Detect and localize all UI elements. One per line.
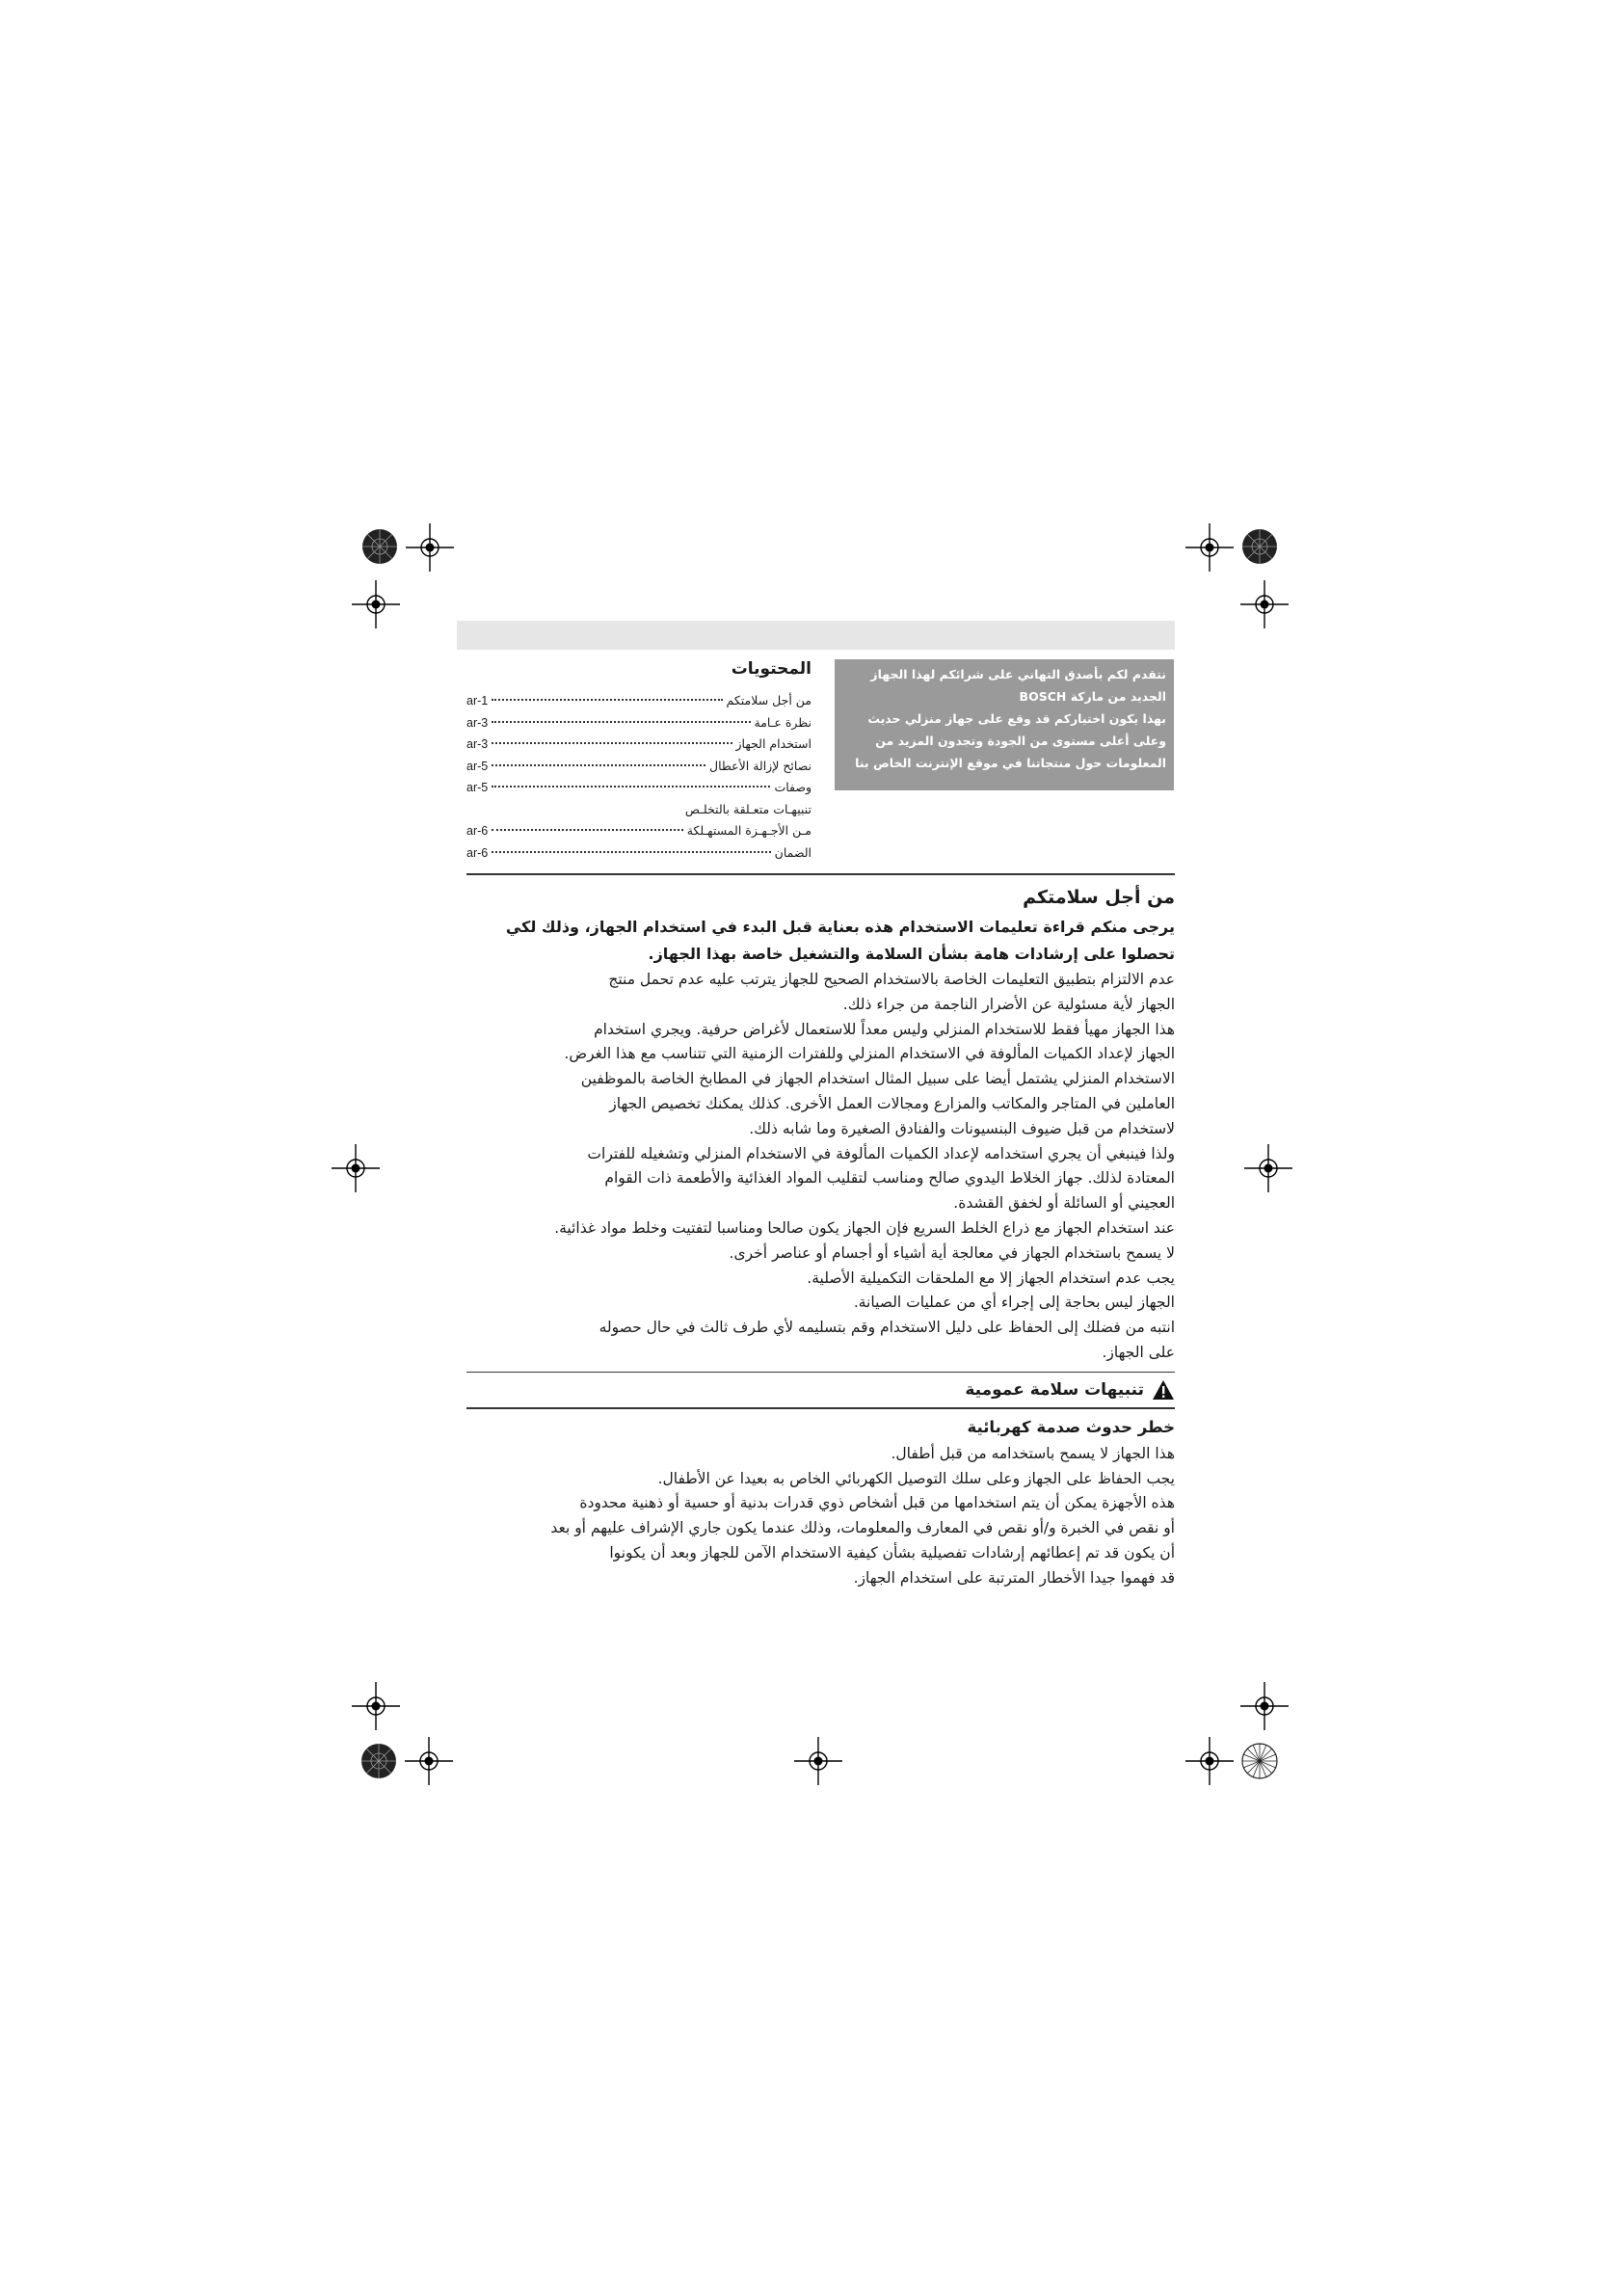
page-header-bar bbox=[457, 621, 1175, 650]
toc-page: ar-3 bbox=[466, 715, 489, 730]
toc-item[interactable] bbox=[466, 734, 812, 756]
safety-text-line: عند استخدام الجهاز مع ذراع الخلط السريع فإن الجهاز يكون صالحا ومناسبا لتفتيت وخلط مواد غذائية. bbox=[554, 1218, 1175, 1237]
divider-line bbox=[466, 873, 1175, 875]
toc-leader-dots bbox=[492, 699, 722, 701]
safety-text-line: العجيني أو السائلة أو لخفق القشدة. bbox=[953, 1194, 1175, 1213]
general-safety-line: أو نقص في الخبرة و/أو نقص في المعارف والمعلومات، وذلك عندما يكون جاري الإشراف عليهم أو بعد bbox=[550, 1519, 1175, 1537]
toc-label: الضمان bbox=[774, 844, 812, 860]
toc-page: ar-5 bbox=[466, 759, 489, 773]
intro-line: بهذا يكون اختياركم قد وقع على جهاز منزلي حديث bbox=[867, 711, 1166, 726]
toc-label: من أجل سلامتكم bbox=[726, 693, 812, 707]
toc-label: مـن الأجـهـزة المستهـلكة bbox=[686, 823, 812, 838]
toc-leader-dots bbox=[492, 829, 682, 831]
toc-leader-dots bbox=[492, 764, 705, 766]
table-of-contents bbox=[466, 659, 812, 864]
crop-mark-top-left-crosshair bbox=[406, 523, 454, 572]
toc-leader-dots bbox=[492, 851, 770, 853]
divider-line bbox=[466, 1407, 1175, 1409]
intro-line: نتقدم لكم بأصدق التهاني على شرائكم لهذا الجهاز bbox=[870, 667, 1166, 681]
intro-line: وعلى أعلى مستوى من الجودة وتجدون المزيد من bbox=[875, 734, 1166, 748]
safety-intro-line: يرجى منكم قراءة تعليمات الاستخدام هذه بعناية قبل البدء في استخدام الجهاز، وذلك لكي bbox=[505, 918, 1175, 936]
crop-mark-bottom-left-2-crosshair bbox=[405, 1737, 453, 1785]
intro-message-box bbox=[835, 659, 1174, 790]
safety-text-line: العاملين في المتاجر والمكاتب والمزارع ومجالات العمل الأخرى. كذلك يمكنك تخصيص الجهاز bbox=[609, 1094, 1175, 1112]
warning-triangle-icon bbox=[1152, 1379, 1175, 1401]
toc-label: وصفات bbox=[774, 780, 812, 794]
safety-text-line: لا يسمح باستخدام الجهاز في معالجة أية أشياء أو أجسام أو عناصر أخرى. bbox=[729, 1243, 1175, 1262]
crop-mark-top-left-2-crosshair bbox=[352, 580, 400, 628]
general-safety-line: هذا الجهاز لا يسمح باستخدامه من قبل أطفال. bbox=[891, 1444, 1175, 1462]
toc-label: استخدام الجهاز bbox=[735, 736, 812, 751]
crop-mark-bottom-right-2-crosshair bbox=[1240, 1682, 1289, 1730]
toc-label: نصائح لإزالة الأعطال bbox=[709, 758, 812, 773]
toc-page: ar-1 bbox=[466, 694, 489, 707]
general-safety-line: يجب الحفاظ على الجهاز وعلى سلك التوصيل الكهربائي الخاص به بعيدا عن الأطفال. bbox=[657, 1469, 1175, 1487]
safety-text-line: الجهاز ليس بحاجة إلى إجراء أي من عمليات الصيانة. bbox=[853, 1294, 1175, 1312]
toc-item[interactable] bbox=[466, 756, 812, 778]
intro-line: المعلومات حول منتجاتنا في موقع الإنترنت الخاص بنا bbox=[855, 756, 1166, 770]
safety-text-line: انتبه من فضلك إلى الحفاظ على دليل الاستخدام وقم بتسليمه لأي طرف ثالث في حال حصوله bbox=[599, 1319, 1175, 1337]
crop-mark-bottom-right-crosshair bbox=[1185, 1737, 1234, 1785]
crop-mark-top-right-crosshair bbox=[1185, 523, 1234, 572]
safety-text-line: الاستخدام المنزلي يشتمل أيضا على سبيل المثال استخدام الجهاز في المطابخ الخاصة بالموظفين bbox=[580, 1070, 1175, 1088]
general-safety-heading-row bbox=[466, 1373, 1175, 1407]
main-content bbox=[466, 881, 1175, 1591]
registration-target-top-right bbox=[1241, 528, 1278, 565]
toc-item[interactable] bbox=[466, 820, 812, 842]
toc-leader-dots bbox=[492, 786, 770, 788]
safety-heading: من أجل سلامتكم bbox=[1023, 887, 1175, 908]
general-safety-line: هذه الأجهزة يمكن أن يتم استخدامها من قبل أشخاص ذوي قدرات بدنية أو حسية أو ذهنية محدودة bbox=[579, 1494, 1175, 1512]
toc-item[interactable] bbox=[466, 777, 812, 799]
registration-target-top-left bbox=[361, 528, 398, 565]
safety-text-line: الجهاز لإعداد الكميات المألوفة في الاستخدام المنزلي وللفترات الزمنية التي تتناسب مع هذا الغرض. bbox=[564, 1045, 1175, 1063]
intro-line: الجديد من ماركة BOSCH bbox=[1019, 689, 1166, 704]
toc-leader-dots bbox=[492, 721, 750, 723]
safety-text-line: المعتادة لذلك. جهاز الخلاط اليدوي صالح ومناسب لتقليب المواد الغذائية والأطعمة ذات القوام bbox=[604, 1169, 1175, 1188]
toc-item[interactable] bbox=[466, 842, 812, 865]
registration-target-bottom-left bbox=[360, 1743, 397, 1779]
toc-page: ar-3 bbox=[466, 737, 489, 751]
safety-text-line: الجهاز لأية مسئولية عن الأضرار الناجمة من جراء ذلك. bbox=[842, 995, 1175, 1013]
toc-page: ar-6 bbox=[466, 845, 489, 860]
electric-shock-subheading: خطر حدوث صدمة كهربائية bbox=[967, 1417, 1175, 1436]
safety-intro-line: تحصلوا على إرشادات هامة بشأن السلامة والتشغيل خاصة بهذا الجهاز. bbox=[648, 945, 1175, 963]
crop-mark-mid-left-crosshair bbox=[332, 1144, 380, 1192]
crop-mark-bottom-left-crosshair bbox=[352, 1682, 400, 1730]
safety-text-line: ولذا فينبغي أن يجري استخدامه لإعداد الكميات المألوفة في الاستخدام المنزلي وتشغيله للفترات bbox=[587, 1144, 1175, 1162]
general-safety-line: أن يكون قد تم إعطائهم إرشادات تفصيلية بشأن كيفية الاستخدام الآمن للجهاز وبعد أن يكونوا bbox=[609, 1543, 1175, 1562]
crop-mark-bottom-center-crosshair bbox=[794, 1737, 842, 1785]
toc-item[interactable] bbox=[466, 690, 812, 712]
general-safety-line: قد فهموا جيدا الأخطار المترتبة على استخدام الجهاز. bbox=[853, 1568, 1175, 1587]
contents-title: المحتويات bbox=[731, 659, 812, 679]
registration-target-bottom-right bbox=[1241, 1743, 1278, 1779]
safety-text-line: يجب عدم استخدام الجهاز إلا مع الملحقات التكميلية الأصلية. bbox=[807, 1268, 1175, 1287]
safety-text-line: على الجهاز. bbox=[1102, 1343, 1175, 1361]
toc-page: ar-5 bbox=[466, 781, 489, 794]
general-safety-heading: تنبيهات سلامة عمومية bbox=[965, 1380, 1144, 1401]
safety-text-line: عدم الالتزام بتطبيق التعليمات الخاصة بالاستخدام الصحيح للجهاز يترتب عليه عدم تحمل منتج bbox=[608, 971, 1175, 988]
toc-leader-dots bbox=[492, 742, 732, 744]
toc-item[interactable] bbox=[466, 799, 812, 821]
toc-label: نظرة عـامة bbox=[754, 714, 812, 730]
toc-label: تنبيهـات متعـلقة بالتخلـص bbox=[684, 801, 812, 816]
crop-mark-mid-right-crosshair bbox=[1244, 1144, 1292, 1192]
crop-mark-top-right-2-crosshair bbox=[1240, 580, 1289, 628]
toc-page: ar-6 bbox=[466, 824, 489, 838]
safety-text-line: هذا الجهاز مهيأ فقط للاستخدام المنزلي وليس معداً للاستعمال لأغراض حرفية. ويجري استخدام bbox=[594, 1020, 1175, 1038]
toc-item[interactable] bbox=[466, 712, 812, 734]
safety-text-line: لاستخدام من قبل ضيوف البنسيونات والفنادق الصغيرة وما شابه ذلك. bbox=[749, 1119, 1175, 1137]
